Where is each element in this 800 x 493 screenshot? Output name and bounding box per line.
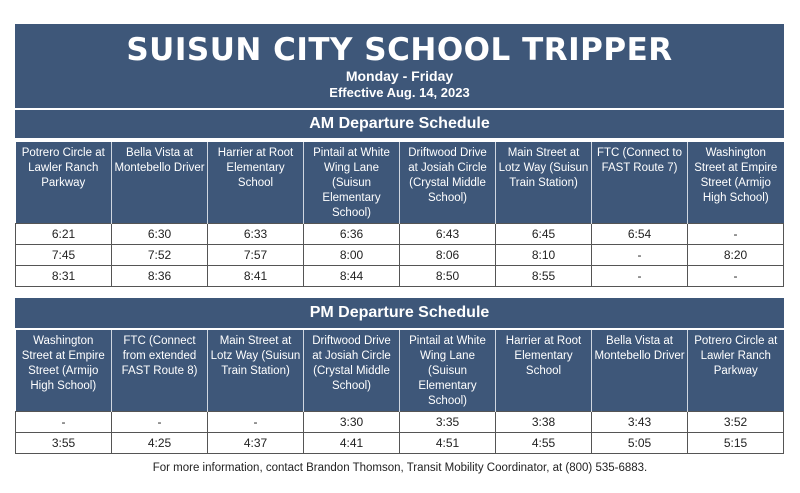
- table-row: [16, 224, 784, 245]
- column-header: Bella Vista at Montebello Driver: [112, 142, 208, 224]
- departure-time: 3:55: [16, 433, 112, 454]
- column-header: Bella Vista at Montebello Driver: [592, 330, 688, 412]
- column-header: Driftwood Drive at Josiah Circle (Crystal Middle School): [400, 142, 496, 224]
- departure-time: 8:31: [16, 266, 112, 287]
- departure-time: 8:06: [400, 245, 496, 266]
- column-header: Washington Street at Empire Street (Armijo High School): [16, 330, 112, 412]
- departure-time: 4:37: [208, 433, 304, 454]
- column-header: Main Street at Lotz Way (Suisun Train Station): [496, 142, 592, 224]
- am-schedule-table: [15, 142, 784, 287]
- departure-time: 8:36: [112, 266, 208, 287]
- departure-time: -: [208, 412, 304, 433]
- departure-time: 4:55: [496, 433, 592, 454]
- departure-time: -: [112, 412, 208, 433]
- departure-time: 6:43: [400, 224, 496, 245]
- departure-time: -: [688, 266, 784, 287]
- column-header: Washington Street at Empire Street (Armijo High School): [688, 142, 784, 224]
- am-header-row: [16, 142, 784, 224]
- departure-time: 3:38: [496, 412, 592, 433]
- departure-time: 6:36: [304, 224, 400, 245]
- am-schedule-heading: AM Departure Schedule: [15, 110, 784, 138]
- column-header: Pintail at White Wing Lane (Suisun Elementary School): [400, 330, 496, 412]
- pm-header-row: [16, 330, 784, 412]
- departure-time: 7:45: [16, 245, 112, 266]
- departure-time: 8:44: [304, 266, 400, 287]
- departure-time: 8:00: [304, 245, 400, 266]
- departure-time: 8:41: [208, 266, 304, 287]
- departure-time: 6:54: [592, 224, 688, 245]
- departure-time: 6:30: [112, 224, 208, 245]
- departure-time: 7:52: [112, 245, 208, 266]
- departure-time: 8:55: [496, 266, 592, 287]
- column-header: Pintail at White Wing Lane (Suisun Elementary School): [304, 142, 400, 224]
- column-header: Potrero Circle at Lawler Ranch Parkway: [688, 330, 784, 412]
- column-header: Driftwood Drive at Josiah Circle (Crystal Middle School): [304, 330, 400, 412]
- column-header: FTC (Connect from extended FAST Route 8): [112, 330, 208, 412]
- table-row: [16, 412, 784, 433]
- departure-time: -: [16, 412, 112, 433]
- departure-time: -: [592, 245, 688, 266]
- column-header: Harrier at Root Elementary School: [496, 330, 592, 412]
- departure-time: 3:30: [304, 412, 400, 433]
- effective-date: Effective Aug. 14, 2023: [329, 85, 470, 100]
- departure-time: 3:52: [688, 412, 784, 433]
- departure-time: 6:45: [496, 224, 592, 245]
- table-row: [16, 266, 784, 287]
- column-header: Main Street at Lotz Way (Suisun Train Station): [208, 330, 304, 412]
- column-header: FTC (Connect to FAST Route 7): [592, 142, 688, 224]
- departure-time: 5:05: [592, 433, 688, 454]
- departure-time: 8:10: [496, 245, 592, 266]
- service-days: Monday - Friday: [345, 68, 454, 84]
- pm-schedule-heading: PM Departure Schedule: [15, 298, 784, 328]
- title-banner: [15, 24, 784, 108]
- departure-time: -: [592, 266, 688, 287]
- departure-time: 3:35: [400, 412, 496, 433]
- column-header: Potrero Circle at Lawler Ranch Parkway: [16, 142, 112, 224]
- departure-time: 4:25: [112, 433, 208, 454]
- departure-time: 7:57: [208, 245, 304, 266]
- table-row: [16, 245, 784, 266]
- contact-footer: For more information, contact Brandon Thomson, Transit Mobility Coordinator, at (800) 535-6883.: [152, 462, 648, 474]
- departure-time: 8:20: [688, 245, 784, 266]
- pm-schedule-table: [15, 330, 784, 454]
- departure-time: 4:51: [400, 433, 496, 454]
- departure-time: 6:21: [16, 224, 112, 245]
- departure-time: 5:15: [688, 433, 784, 454]
- departure-time: 3:43: [592, 412, 688, 433]
- page-title: SUISUN CITY SCHOOL TRIPPER: [126, 32, 673, 68]
- table-row: [16, 433, 784, 454]
- departure-time: 4:41: [304, 433, 400, 454]
- departure-time: 8:50: [400, 266, 496, 287]
- departure-time: -: [688, 224, 784, 245]
- column-header: Harrier at Root Elementary School: [208, 142, 304, 224]
- departure-time: 6:33: [208, 224, 304, 245]
